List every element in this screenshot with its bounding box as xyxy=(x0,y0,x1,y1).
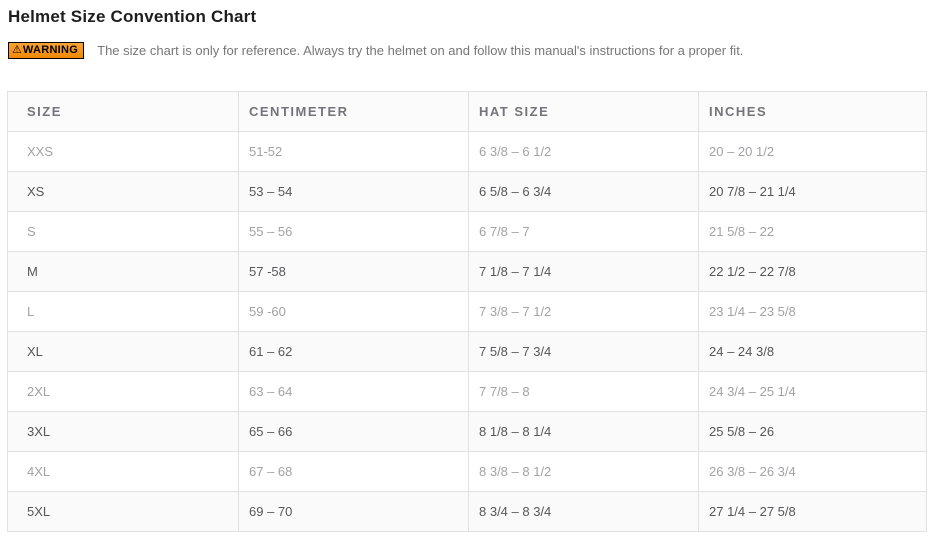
cell-size: 3XL xyxy=(8,412,239,452)
cell-centimeter: 55 – 56 xyxy=(239,212,469,252)
cell-inches: 23 1/4 – 23 5/8 xyxy=(699,292,927,332)
cell-size: XS xyxy=(8,172,239,212)
cell-hat-size: 6 5/8 – 6 3/4 xyxy=(469,172,699,212)
helmet-size-table xyxy=(7,91,927,532)
cell-size: L xyxy=(8,292,239,332)
cell-inches: 26 3/8 – 26 3/4 xyxy=(699,452,927,492)
table-row xyxy=(8,372,927,412)
cell-size: S xyxy=(8,212,239,252)
table-row xyxy=(8,492,927,532)
table-header-row xyxy=(8,92,927,132)
cell-centimeter: 59 -60 xyxy=(239,292,469,332)
cell-centimeter: 69 – 70 xyxy=(239,492,469,532)
cell-inches: 20 – 20 1/2 xyxy=(699,132,927,172)
cell-hat-size: 8 1/8 – 8 1/4 xyxy=(469,412,699,452)
cell-centimeter: 53 – 54 xyxy=(239,172,469,212)
cell-centimeter: 57 -58 xyxy=(239,252,469,292)
cell-size: M xyxy=(8,252,239,292)
cell-centimeter: 63 – 64 xyxy=(239,372,469,412)
cell-size: 2XL xyxy=(8,372,239,412)
cell-inches: 27 1/4 – 27 5/8 xyxy=(699,492,927,532)
table-row xyxy=(8,292,927,332)
warning-row xyxy=(8,42,935,59)
cell-inches: 21 5/8 – 22 xyxy=(699,212,927,252)
cell-centimeter: 65 – 66 xyxy=(239,412,469,452)
cell-hat-size: 7 1/8 – 7 1/4 xyxy=(469,252,699,292)
column-header-centimeter: CENTIMETER xyxy=(239,92,469,132)
cell-inches: 20 7/8 – 21 1/4 xyxy=(699,172,927,212)
cell-size: 5XL xyxy=(8,492,239,532)
cell-hat-size: 7 7/8 – 8 xyxy=(469,372,699,412)
column-header-size: SIZE xyxy=(8,92,239,132)
cell-hat-size: 8 3/4 – 8 3/4 xyxy=(469,492,699,532)
warning-badge xyxy=(8,42,84,59)
cell-inches: 24 – 24 3/8 xyxy=(699,332,927,372)
cell-hat-size: 7 5/8 – 7 3/4 xyxy=(469,332,699,372)
warning-triangle-icon: ⚠ xyxy=(12,44,22,56)
cell-hat-size: 7 3/8 – 7 1/2 xyxy=(469,292,699,332)
table-row xyxy=(8,172,927,212)
column-header-hat-size: HAT SIZE xyxy=(469,92,699,132)
table-row xyxy=(8,452,927,492)
warning-badge-label: WARNING xyxy=(22,44,79,56)
cell-size: 4XL xyxy=(8,452,239,492)
cell-centimeter: 61 – 62 xyxy=(239,332,469,372)
table-row xyxy=(8,212,927,252)
cell-size: XXS xyxy=(8,132,239,172)
cell-size: XL xyxy=(8,332,239,372)
column-header-inches: INCHES xyxy=(699,92,927,132)
size-table-body xyxy=(8,132,927,532)
warning-text: The size chart is only for reference. Always try the helmet on and follow this manual's instructions for a proper fit. xyxy=(97,43,744,58)
page-title: Helmet Size Convention Chart xyxy=(8,7,257,26)
cell-hat-size: 6 7/8 – 7 xyxy=(469,212,699,252)
cell-centimeter: 67 – 68 xyxy=(239,452,469,492)
cell-inches: 25 5/8 – 26 xyxy=(699,412,927,452)
cell-inches: 22 1/2 – 22 7/8 xyxy=(699,252,927,292)
table-row xyxy=(8,132,927,172)
cell-centimeter: 51-52 xyxy=(239,132,469,172)
table-row xyxy=(8,332,927,372)
table-row xyxy=(8,252,927,292)
cell-hat-size: 6 3/8 – 6 1/2 xyxy=(469,132,699,172)
cell-hat-size: 8 3/8 – 8 1/2 xyxy=(469,452,699,492)
table-row xyxy=(8,412,927,452)
cell-inches: 24 3/4 – 25 1/4 xyxy=(699,372,927,412)
